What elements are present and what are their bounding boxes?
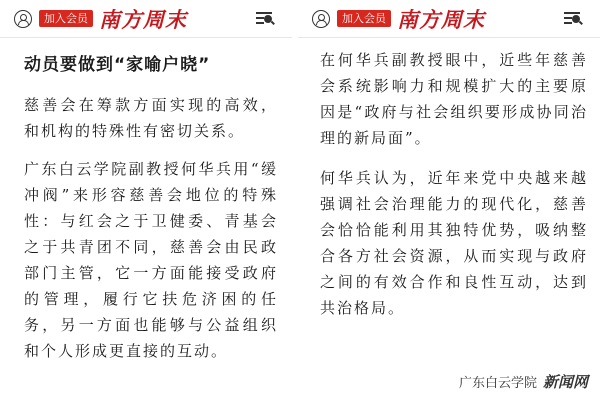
logo[interactable]: 南方周末 <box>397 6 485 32</box>
article-paragraph: 慈善会在筹款方面实现的高效，和机构的特殊性有密切关系。 <box>24 96 278 140</box>
article-paragraph: 广东白云学院副教授何华兵用“缓冲阀”来形容慈善会地位的特殊性：与红会之于卫健委、青基会之于共青团不同，慈善会由民政部门主管，它一方面能接受政府的管理，履行它扶危济困的任务，另一方面也能够与公益组织和个人形成更直接的互动。 <box>24 160 278 360</box>
menu-search-icon[interactable] <box>256 11 274 25</box>
menu-search-icon[interactable] <box>564 11 582 25</box>
watermark-site: 新闻网 <box>542 373 588 391</box>
article-paragraph: 何华兵认为，近年来党中央越来越强调社会治理能力的现代化，慈善会恰恰能利用其独特优势，吸纳整合各方社会资源，从而实现与政府之间的有效合作和良性互动，达到共治格局。 <box>320 169 588 317</box>
logo[interactable]: 南方周末 <box>99 6 187 32</box>
top-bar <box>0 0 292 38</box>
article-paragraph: 在何华兵副教授眼中，近些年慈善会系统影响力和规模扩大的主要原因是“政府与社会组织要形成协同治理的新局面”。 <box>320 51 588 147</box>
left-phone-screen <box>0 0 292 400</box>
avatar-icon[interactable] <box>312 10 330 28</box>
avatar-icon[interactable] <box>14 10 32 28</box>
section-heading: 动员要做到“家喻户晓” <box>24 55 211 75</box>
watermark-org: 广东白云学院 <box>458 376 537 391</box>
article-content <box>320 38 588 321</box>
right-phone-screen <box>298 0 600 400</box>
join-member-button[interactable]: 加入会员 <box>39 10 93 27</box>
top-bar <box>298 0 600 38</box>
join-member-button[interactable]: 加入会员 <box>337 10 391 27</box>
watermark <box>459 371 588 392</box>
article-content <box>24 38 278 364</box>
